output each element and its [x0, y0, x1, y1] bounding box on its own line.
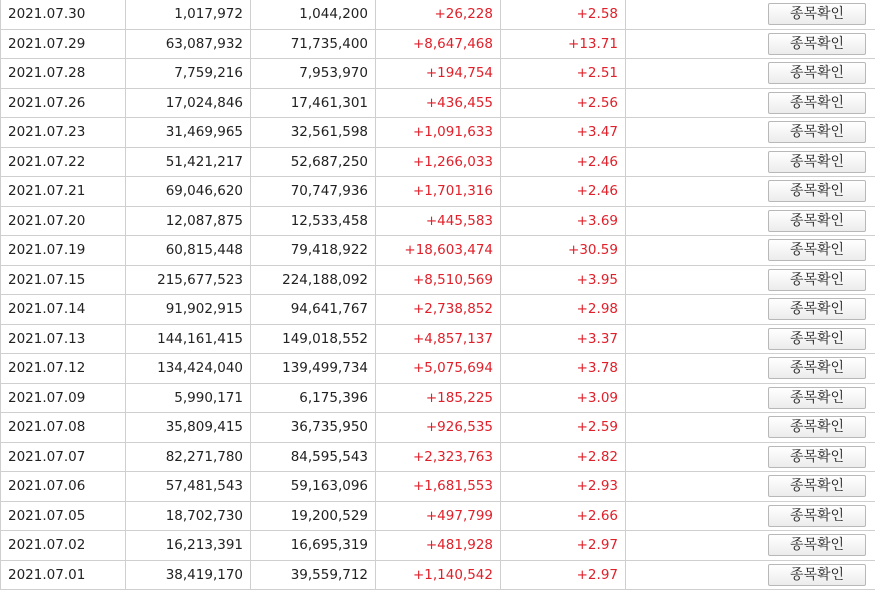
value-text-2: 79,418,922	[290, 242, 368, 259]
value-text-2: 12,533,458	[290, 212, 368, 229]
action-cell	[626, 383, 875, 413]
percent-cell	[501, 354, 626, 384]
date-cell	[1, 59, 126, 89]
percent-text: +2.97	[576, 537, 618, 554]
percent-cell	[501, 236, 626, 266]
change-text: +185,225	[425, 389, 493, 406]
change-cell	[376, 383, 501, 413]
check-stocks-button[interactable]: 종목확인	[768, 3, 866, 25]
percent-cell	[501, 147, 626, 177]
change-cell	[376, 472, 501, 502]
value-cell-2	[251, 442, 376, 472]
percent-cell	[501, 295, 626, 325]
date-text: 2021.07.23	[8, 124, 86, 141]
change-text: +445,583	[425, 212, 493, 229]
percent-cell	[501, 29, 626, 59]
percent-text: +2.97	[576, 566, 618, 583]
date-text: 2021.07.07	[8, 448, 86, 465]
table-row	[1, 0, 875, 29]
percent-text: +2.46	[576, 183, 618, 200]
action-cell	[626, 413, 875, 443]
value-cell-2	[251, 354, 376, 384]
value-cell-1	[126, 531, 251, 561]
value-cell-2	[251, 147, 376, 177]
date-cell	[1, 206, 126, 236]
value-cell-2	[251, 88, 376, 118]
percent-cell	[501, 88, 626, 118]
action-cell	[626, 88, 875, 118]
value-text-2: 139,499,734	[282, 360, 368, 377]
percent-text: +2.58	[576, 6, 618, 23]
date-cell	[1, 531, 126, 561]
value-text-1: 5,990,171	[174, 389, 243, 406]
check-stocks-button[interactable]: 종목확인	[768, 33, 866, 55]
date-text: 2021.07.01	[8, 566, 86, 583]
percent-text: +3.95	[576, 271, 618, 288]
value-cell-1	[126, 324, 251, 354]
value-cell-2	[251, 472, 376, 502]
value-text-2: 36,735,950	[290, 419, 368, 436]
value-text-1: 51,421,217	[165, 153, 243, 170]
value-text-2: 6,175,396	[299, 389, 368, 406]
percent-text: +3.09	[576, 389, 618, 406]
value-cell-2	[251, 501, 376, 531]
check-stocks-button[interactable]: 종목확인	[768, 62, 866, 84]
action-cell	[626, 560, 875, 590]
date-text: 2021.07.02	[8, 537, 86, 554]
value-text-2: 84,595,543	[290, 448, 368, 465]
action-cell	[626, 265, 875, 295]
action-cell	[626, 501, 875, 531]
value-text-2: 149,018,552	[282, 330, 368, 347]
check-stocks-button[interactable]: 종목확인	[768, 151, 866, 173]
percent-cell	[501, 442, 626, 472]
check-stocks-button[interactable]: 종목확인	[768, 564, 866, 586]
change-cell	[376, 88, 501, 118]
percent-cell	[501, 265, 626, 295]
change-cell	[376, 265, 501, 295]
value-cell-1	[126, 442, 251, 472]
value-cell-1	[126, 177, 251, 207]
value-text-1: 60,815,448	[165, 242, 243, 259]
check-stocks-button[interactable]: 종목확인	[768, 387, 866, 409]
value-text-1: 17,024,846	[165, 94, 243, 111]
table-row	[1, 177, 875, 207]
value-text-2: 224,188,092	[282, 271, 368, 288]
table-row	[1, 472, 875, 502]
percent-text: +2.66	[576, 507, 618, 524]
action-cell	[626, 177, 875, 207]
value-cell-2	[251, 206, 376, 236]
percent-text: +3.78	[576, 360, 618, 377]
value-text-2: 17,461,301	[290, 94, 368, 111]
date-text: 2021.07.22	[8, 153, 86, 170]
change-cell	[376, 29, 501, 59]
change-text: +5,075,694	[412, 360, 493, 377]
date-cell	[1, 147, 126, 177]
date-text: 2021.07.08	[8, 419, 86, 436]
value-text-1: 91,902,915	[165, 301, 243, 318]
value-text-2: 71,735,400	[290, 35, 368, 52]
percent-cell	[501, 118, 626, 148]
table-row	[1, 88, 875, 118]
date-cell	[1, 265, 126, 295]
date-cell	[1, 442, 126, 472]
check-stocks-button[interactable]: 종목확인	[768, 534, 866, 556]
value-text-1: 69,046,620	[165, 183, 243, 200]
change-cell	[376, 442, 501, 472]
value-text-1: 144,161,415	[157, 330, 243, 347]
value-text-2: 94,641,767	[290, 301, 368, 318]
check-stocks-button[interactable]: 종목확인	[768, 298, 866, 320]
change-cell	[376, 206, 501, 236]
value-cell-1	[126, 29, 251, 59]
change-cell	[376, 531, 501, 561]
date-cell	[1, 29, 126, 59]
check-stocks-button[interactable]: 종목확인	[768, 269, 866, 291]
check-stocks-button[interactable]: 종목확인	[768, 475, 866, 497]
value-cell-2	[251, 265, 376, 295]
percent-cell	[501, 501, 626, 531]
value-cell-2	[251, 29, 376, 59]
action-cell	[626, 295, 875, 325]
date-cell	[1, 413, 126, 443]
percent-text: +2.59	[576, 419, 618, 436]
value-text-1: 1,017,972	[174, 6, 243, 23]
action-cell	[626, 531, 875, 561]
table-row	[1, 501, 875, 531]
value-text-2: 1,044,200	[299, 6, 368, 23]
percent-text: +2.56	[576, 94, 618, 111]
value-cell-1	[126, 0, 251, 29]
change-cell	[376, 354, 501, 384]
value-text-2: 32,561,598	[290, 124, 368, 141]
change-text: +194,754	[425, 65, 493, 82]
value-text-2: 19,200,529	[290, 507, 368, 524]
value-text-1: 18,702,730	[165, 507, 243, 524]
change-cell	[376, 413, 501, 443]
value-text-1: 63,087,932	[165, 35, 243, 52]
change-text: +4,857,137	[412, 330, 493, 347]
date-cell	[1, 560, 126, 590]
change-cell	[376, 560, 501, 590]
date-text: 2021.07.13	[8, 330, 86, 347]
percent-cell	[501, 531, 626, 561]
table-row	[1, 442, 875, 472]
date-text: 2021.07.15	[8, 271, 86, 288]
date-text: 2021.07.28	[8, 65, 86, 82]
change-cell	[376, 177, 501, 207]
check-stocks-button[interactable]: 종목확인	[768, 239, 866, 261]
action-cell	[626, 324, 875, 354]
date-text: 2021.07.06	[8, 478, 86, 495]
date-cell	[1, 118, 126, 148]
percent-text: +13.71	[568, 35, 618, 52]
value-text-1: 38,419,170	[165, 566, 243, 583]
value-cell-1	[126, 295, 251, 325]
value-cell-1	[126, 88, 251, 118]
value-text-2: 7,953,970	[299, 65, 368, 82]
percent-cell	[501, 206, 626, 236]
percent-cell	[501, 324, 626, 354]
date-cell	[1, 88, 126, 118]
date-cell	[1, 472, 126, 502]
value-text-1: 134,424,040	[157, 360, 243, 377]
change-text: +1,681,553	[412, 478, 493, 495]
change-text: +2,738,852	[412, 301, 493, 318]
table-row	[1, 265, 875, 295]
date-text: 2021.07.14	[8, 301, 86, 318]
change-cell	[376, 295, 501, 325]
percent-cell	[501, 0, 626, 29]
value-cell-2	[251, 0, 376, 29]
change-text: +2,323,763	[412, 448, 493, 465]
table-row	[1, 147, 875, 177]
percent-cell	[501, 560, 626, 590]
action-cell	[626, 0, 875, 29]
value-cell-2	[251, 383, 376, 413]
date-text: 2021.07.29	[8, 35, 86, 52]
check-stocks-button[interactable]: 종목확인	[768, 328, 866, 350]
value-cell-1	[126, 501, 251, 531]
percent-cell	[501, 59, 626, 89]
change-text: +1,701,316	[412, 183, 493, 200]
change-text: +497,799	[425, 507, 493, 524]
percent-cell	[501, 472, 626, 502]
value-cell-2	[251, 177, 376, 207]
date-cell	[1, 295, 126, 325]
value-cell-1	[126, 413, 251, 443]
change-cell	[376, 324, 501, 354]
percent-text: +30.59	[568, 242, 618, 259]
check-stocks-button[interactable]: 종목확인	[768, 210, 866, 232]
date-text: 2021.07.20	[8, 212, 86, 229]
check-stocks-button[interactable]: 종목확인	[768, 416, 866, 438]
value-text-1: 82,271,780	[165, 448, 243, 465]
table-row	[1, 59, 875, 89]
change-text: +436,455	[425, 94, 493, 111]
percent-cell	[501, 413, 626, 443]
percent-text: +3.69	[576, 212, 618, 229]
value-cell-1	[126, 236, 251, 266]
action-cell	[626, 206, 875, 236]
value-cell-1	[126, 147, 251, 177]
check-stocks-button[interactable]: 종목확인	[768, 92, 866, 114]
action-cell	[626, 354, 875, 384]
date-text: 2021.07.30	[8, 6, 86, 23]
value-text-2: 70,747,936	[290, 183, 368, 200]
change-cell	[376, 501, 501, 531]
percent-text: +2.93	[576, 478, 618, 495]
table-row	[1, 206, 875, 236]
check-stocks-button[interactable]: 종목확인	[768, 505, 866, 527]
value-cell-1	[126, 472, 251, 502]
change-text: +8,647,468	[412, 35, 493, 52]
change-text: +8,510,569	[412, 271, 493, 288]
change-cell	[376, 118, 501, 148]
value-text-1: 35,809,415	[165, 419, 243, 436]
action-cell	[626, 472, 875, 502]
value-cell-2	[251, 560, 376, 590]
value-cell-2	[251, 236, 376, 266]
action-cell	[626, 236, 875, 266]
value-cell-2	[251, 413, 376, 443]
value-cell-2	[251, 59, 376, 89]
value-cell-1	[126, 265, 251, 295]
table-body	[1, 0, 875, 590]
value-cell-2	[251, 324, 376, 354]
table-row	[1, 560, 875, 590]
value-cell-2	[251, 531, 376, 561]
date-cell	[1, 0, 126, 29]
value-text-2: 59,163,096	[290, 478, 368, 495]
percent-cell	[501, 383, 626, 413]
percent-text: +2.46	[576, 153, 618, 170]
date-text: 2021.07.19	[8, 242, 86, 259]
table-row	[1, 118, 875, 148]
change-text: +1,140,542	[412, 566, 493, 583]
table-row	[1, 413, 875, 443]
percent-cell	[501, 177, 626, 207]
value-text-1: 31,469,965	[165, 124, 243, 141]
change-text: +26,228	[434, 6, 493, 23]
percent-text: +2.51	[576, 65, 618, 82]
check-stocks-button[interactable]: 종목확인	[768, 121, 866, 143]
date-text: 2021.07.26	[8, 94, 86, 111]
value-cell-1	[126, 59, 251, 89]
date-text: 2021.07.12	[8, 360, 86, 377]
value-cell-1	[126, 383, 251, 413]
date-cell	[1, 236, 126, 266]
date-text: 2021.07.09	[8, 389, 86, 406]
table-row	[1, 531, 875, 561]
date-cell	[1, 324, 126, 354]
table-row	[1, 236, 875, 266]
value-text-1: 7,759,216	[174, 65, 243, 82]
change-text: +1,266,033	[412, 153, 493, 170]
value-text-1: 16,213,391	[165, 537, 243, 554]
table-row	[1, 383, 875, 413]
table-row	[1, 29, 875, 59]
table-row	[1, 354, 875, 384]
date-cell	[1, 383, 126, 413]
table-row	[1, 295, 875, 325]
value-text-2: 39,559,712	[290, 566, 368, 583]
change-text: +481,928	[425, 537, 493, 554]
date-text: 2021.07.21	[8, 183, 86, 200]
value-text-1: 57,481,543	[165, 478, 243, 495]
change-text: +926,535	[425, 419, 493, 436]
value-text-2: 16,695,319	[290, 537, 368, 554]
date-text: 2021.07.05	[8, 507, 86, 524]
value-text-1: 215,677,523	[157, 271, 243, 288]
check-stocks-button[interactable]: 종목확인	[768, 357, 866, 379]
value-cell-1	[126, 206, 251, 236]
change-cell	[376, 59, 501, 89]
action-cell	[626, 59, 875, 89]
change-cell	[376, 0, 501, 29]
change-cell	[376, 236, 501, 266]
change-text: +18,603,474	[404, 242, 493, 259]
action-cell	[626, 147, 875, 177]
percent-text: +2.82	[576, 448, 618, 465]
action-cell	[626, 29, 875, 59]
value-text-2: 52,687,250	[290, 153, 368, 170]
value-cell-1	[126, 560, 251, 590]
check-stocks-button[interactable]: 종목확인	[768, 180, 866, 202]
value-cell-1	[126, 118, 251, 148]
percent-text: +2.98	[576, 301, 618, 318]
percent-text: +3.37	[576, 330, 618, 347]
date-cell	[1, 354, 126, 384]
check-stocks-button[interactable]: 종목확인	[768, 446, 866, 468]
date-cell	[1, 501, 126, 531]
change-text: +1,091,633	[412, 124, 493, 141]
change-cell	[376, 147, 501, 177]
percent-text: +3.47	[576, 124, 618, 141]
value-cell-2	[251, 295, 376, 325]
value-text-1: 12,087,875	[165, 212, 243, 229]
date-cell	[1, 177, 126, 207]
value-cell-2	[251, 118, 376, 148]
table-row	[1, 324, 875, 354]
value-cell-1	[126, 354, 251, 384]
action-cell	[626, 442, 875, 472]
action-cell	[626, 118, 875, 148]
